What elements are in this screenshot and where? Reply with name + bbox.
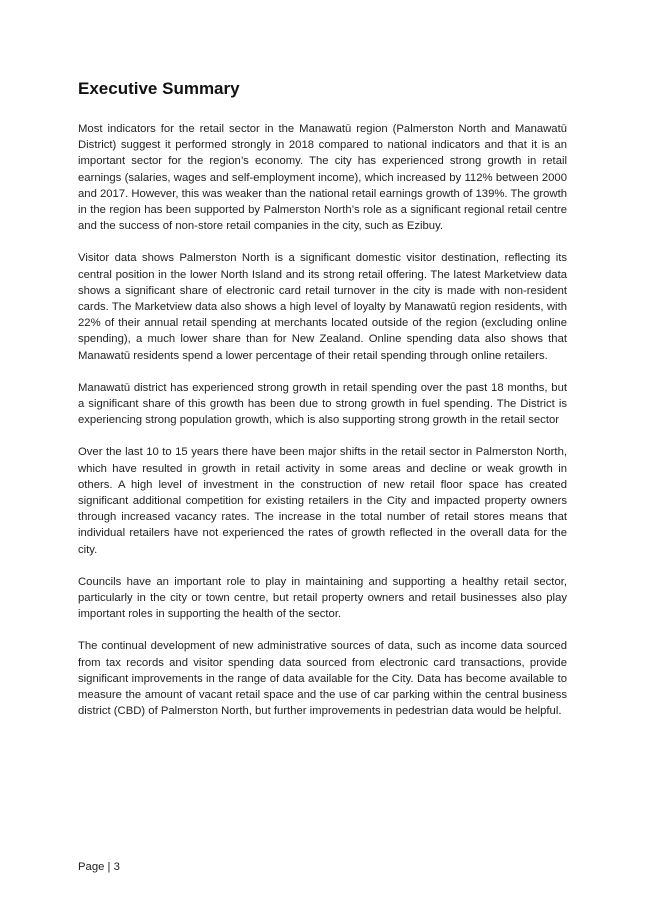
executive-summary-body xyxy=(78,121,567,736)
page-title: Executive Summary xyxy=(78,79,240,98)
page-number: Page | 3 xyxy=(78,861,120,873)
paragraph-district-growth: Manawatū district has experienced strong growth in retail spending over the past 18 months, but a significant share of this growth has been due to strong growth in fuel spending. The District is experiencing strong population growth, which is also supporting strong growth in the retail sector xyxy=(78,381,567,427)
paragraph-council-role: Councils have an important role to play in maintaining and supporting a healthy retail sector, particularly in the city or town centre, but retail property owners and retail businesses also play important roles in supporting the health of the sector. xyxy=(78,575,567,621)
paragraph-retail-shifts: Over the last 10 to 15 years there have been major shifts in the retail sector in Palmerston North, which have resulted in growth in retail activity in some areas and decline or weak growth in others. A high level of investment in the construction of new retail floor space has created significant additional competition for existing retailers in the City and impacted property owners through increased vacancy rates. The increase in the total number of retail stores means that individual retailers have not experienced the rates of growth reflected in the overall data for the city. xyxy=(78,446,567,556)
paragraph-data-sources: The continual development of new administrative sources of data, such as income data sourced from tax records and visitor spending data sourced from electronic card transactions, provide significant improvements in the range of data available for the City. Data has become available to measure the amount of vacant retail space and the use of car parking within the central business district (CBD) of Palmerston North, but further improvements in pedestrian data would be helpful. xyxy=(78,640,567,718)
paragraph-visitor-data: Visitor data shows Palmerston North is a significant domestic visitor destination, reflecting its central position in the lower North Island and its strong retail offering. The latest Marketview data shows a significant share of electronic card retail turnover in the city is made with non-resident cards. The Marketview data also shows a high level of loyalty by Manawatū region residents, with 22% of their annual retail spending at merchants located outside of the region (excluding online spending), a much lower share than for New Zealand. Online spending data also shows that Manawatū residents spend a lower percentage of their retail spending through online retailers. xyxy=(78,252,567,362)
paragraph-retail-performance: Most indicators for the retail sector in the Manawatū region (Palmerston North and Manawatū District) suggest it performed strongly in 2018 compared to national indicators and that it is an important sector for the region’s economy. The city has experienced strong growth in retail earnings (salaries, wages and self-employment income), which increased by 112% between 2000 and 2017. However, this was weaker than the national retail earnings growth of 139%. The growth in the region has been supported by Palmerston North’s role as a significant regional retail centre and the success of non-store retail companies in the city, such as Ezibuy. xyxy=(78,123,567,233)
